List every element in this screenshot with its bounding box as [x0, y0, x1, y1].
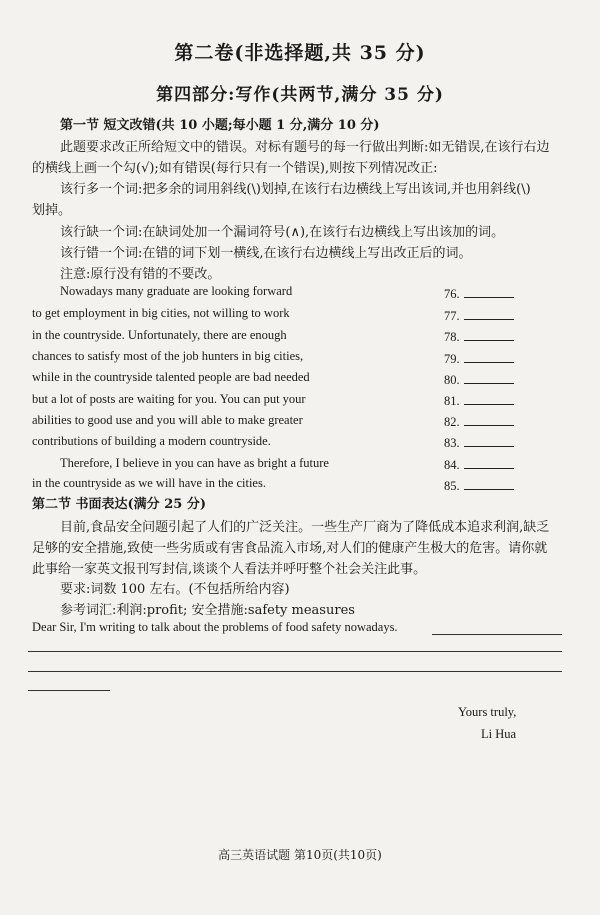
- answer-slot: [444, 435, 514, 451]
- answer-blank[interactable]: [464, 372, 514, 384]
- section1-instr-line7: 注意:原行没有错的不要改。: [60, 267, 221, 282]
- passage-line: abilities to good use and you will able to make greater: [32, 413, 303, 427]
- answer-blank[interactable]: [464, 393, 514, 405]
- writing-line[interactable]: [28, 690, 110, 691]
- section2-prompt-line1: 目前,食品安全问题引起了人们的广泛关注。一些生产厂商为了降低成本追求利润,缺乏: [60, 520, 550, 535]
- answer-slot: [444, 351, 514, 367]
- answer-number: 77.: [444, 309, 460, 323]
- section1-instr-line5: 该行缺一个词:在缺词处加一个漏词符号(∧),在该行右边横线上写出该加的词。: [60, 225, 505, 240]
- passage-line: while in the countryside talented people are bad needed: [32, 370, 310, 384]
- answer-blank[interactable]: [464, 329, 514, 341]
- passage-line: chances to satisfy most of the job hunters in big cities,: [32, 349, 304, 363]
- answer-number: 83.: [444, 436, 460, 450]
- letter-closing: Yours truly,: [458, 705, 517, 719]
- passage-line: in the countryside. Unfortunately, there are enough: [32, 328, 287, 342]
- answer-number: 81.: [444, 394, 460, 408]
- answer-blank[interactable]: [464, 457, 514, 469]
- section1-instr-line1: 此题要求改正所给短文中的错误。对标有题号的每一行做出判断:如无错误,在该行右边: [60, 140, 550, 155]
- answer-number: 80.: [444, 373, 460, 387]
- section1-instr-line6: 该行错一个词:在错的词下划一横线,在该行右边横线上写出改正后的词。: [60, 246, 472, 261]
- section2-vocabulary: 参考词汇:利润:profit; 安全措施:safety measures: [60, 603, 355, 618]
- section1-instr-line2: 的横线上画一个勾(√);如有错误(每行只有一个错误),则按下列情况改正:: [32, 161, 438, 176]
- answer-slot: [444, 329, 514, 345]
- answer-blank[interactable]: [464, 308, 514, 320]
- section2-heading: 第二节 书面表达(满分 25 分): [32, 497, 206, 512]
- answer-slot: [444, 478, 514, 494]
- answer-blank[interactable]: [464, 286, 514, 298]
- answer-number: 76.: [444, 287, 460, 301]
- answer-blank[interactable]: [464, 351, 514, 363]
- answer-slot: [444, 393, 514, 409]
- letter-opening: Dear Sir, I'm writing to talk about the problems of food safety nowadays.: [32, 620, 398, 634]
- answer-slot: [444, 286, 514, 302]
- passage-line: to get employment in big cities, not willing to work: [32, 306, 290, 320]
- answer-number: 85.: [444, 479, 460, 493]
- passage-line: contributions of building a modern countryside.: [32, 434, 271, 448]
- section2-prompt-line3: 此事给一家英文报刊写封信,谈谈个人看法并呼吁整个社会关注此事。: [32, 562, 427, 577]
- answer-number: 78.: [444, 330, 460, 344]
- passage-line: Therefore, I believe in you can have as bright a future: [60, 456, 329, 470]
- answer-slot: [444, 414, 514, 430]
- page-footer: 高三英语试题 第10页(共10页): [218, 848, 382, 862]
- answer-number: 79.: [444, 352, 460, 366]
- section1-instr-line4: 划掉。: [32, 203, 72, 218]
- section2-requirement: 要求:词数 100 左右。(不包括所给内容): [60, 582, 290, 597]
- answer-number: 82.: [444, 415, 460, 429]
- section2-prompt-line2: 足够的安全措施,致使一些劣质或有害食品流入市场,对人们的健康产生极大的危害。请你就: [32, 541, 548, 556]
- volume-title: 第二卷(非选择题,共 35 分): [174, 42, 426, 64]
- answer-slot: [444, 372, 514, 388]
- section1-instr-line3: 该行多一个词:把多余的词用斜线(\)划掉,在该行右边横线上写出该词,并也用斜线(\): [60, 182, 531, 197]
- answer-slot: [444, 308, 514, 324]
- answer-blank[interactable]: [464, 414, 514, 426]
- passage-line: Nowadays many graduate are looking forward: [60, 284, 293, 298]
- writing-line[interactable]: [28, 651, 562, 652]
- answer-blank[interactable]: [464, 478, 514, 490]
- part-title: 第四部分:写作(共两节,满分 35 分): [156, 85, 444, 105]
- answer-number: 84.: [444, 458, 460, 472]
- answer-blank[interactable]: [464, 435, 514, 447]
- passage-line: in the countryside as we will have in the cities.: [32, 476, 266, 490]
- answer-slot: [444, 457, 514, 473]
- writing-line[interactable]: [28, 671, 562, 672]
- writing-line[interactable]: [432, 634, 562, 635]
- letter-signature: Li Hua: [481, 727, 517, 741]
- passage-line: but a lot of posts are waiting for you. You can put your: [32, 392, 306, 406]
- section1-heading: 第一节 短文改错(共 10 小题;每小题 1 分,满分 10 分): [60, 118, 380, 133]
